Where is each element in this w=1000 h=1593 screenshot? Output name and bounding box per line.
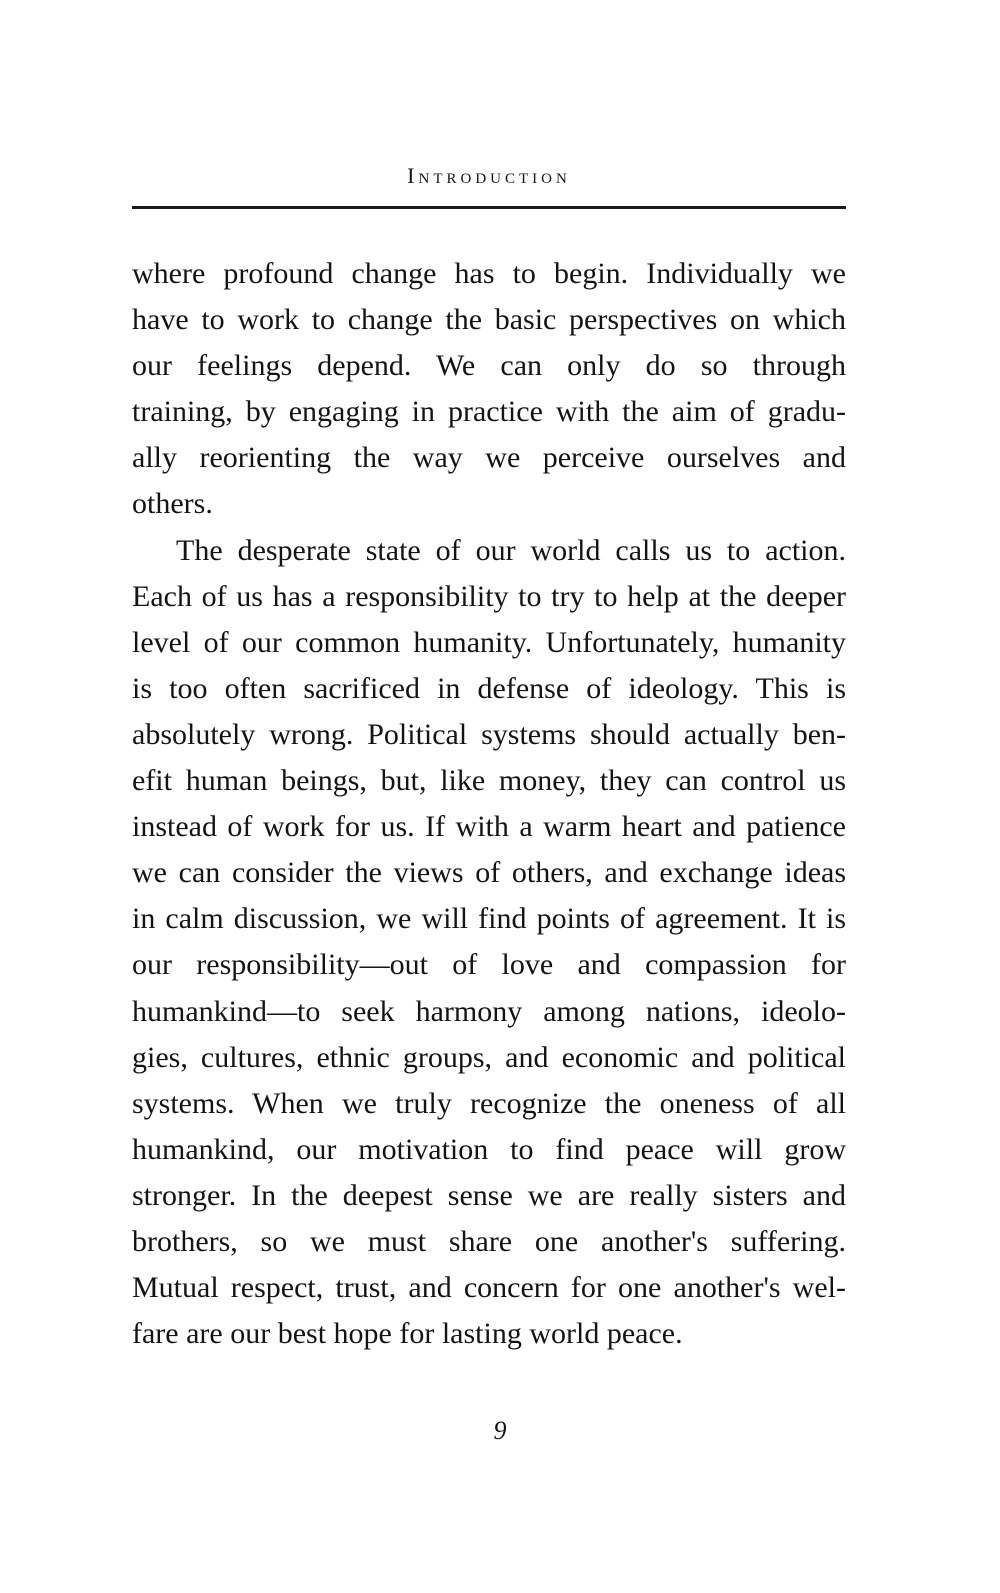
text-line: ally reorienting the way we perceive ourselves and — [132, 441, 846, 475]
text-line: where profound change has to begin. Individually we — [132, 257, 846, 290]
text-line: have to work to change the basic perspectives on which — [132, 303, 846, 337]
text-line: training, by engaging in practice with the aim of gradu- — [132, 395, 846, 429]
text-line: humankind—to seek harmony among nations, ideolo- — [132, 994, 846, 1028]
text-line: in calm discussion, we will find points of agreement. It is — [132, 902, 846, 936]
text-line: Each of us has a responsibility to try to help at the deeper — [132, 579, 846, 613]
text-line: gies, cultures, ethnic groups, and economic and political — [132, 1040, 846, 1074]
body-text — [132, 251, 846, 1357]
text-line: stronger. In the deepest sense we are really sisters and — [132, 1178, 846, 1212]
text-line: systems. When we truly recognize the oneness of all — [132, 1086, 846, 1120]
text-line: humankind, our motivation to find peace will grow — [132, 1132, 846, 1166]
text-line: level of our common humanity. Unfortunately, humanity — [132, 625, 846, 659]
text-line: our responsibility—out of love and compassion for — [132, 948, 846, 982]
text-line: brothers, so we must share one another's suffering. — [132, 1224, 846, 1258]
text-line: others. — [132, 487, 213, 521]
text-line: efit human beings, but, like money, they can control us — [132, 764, 846, 798]
running-head: Introduction — [407, 163, 571, 188]
text-line: absolutely wrong. Political systems should actually ben- — [132, 717, 846, 751]
text-line: instead of work for us. If with a warm heart and patience — [132, 810, 846, 844]
header-rule — [132, 206, 846, 209]
text-line: fare are our best hope for lasting world peace. — [132, 1317, 683, 1351]
text-line: Mutual respect, trust, and concern for one another's wel- — [132, 1271, 846, 1305]
page-number: 9 — [493, 1416, 507, 1445]
text-line: we can consider the views of others, and exchange ideas — [132, 856, 846, 890]
text-line: is too often sacrificed in defense of ideology. This is — [132, 671, 846, 705]
text-line: our feelings depend. We can only do so through — [132, 349, 846, 383]
paragraph-first-line: The desperate state of our world calls us to action. — [176, 533, 846, 567]
